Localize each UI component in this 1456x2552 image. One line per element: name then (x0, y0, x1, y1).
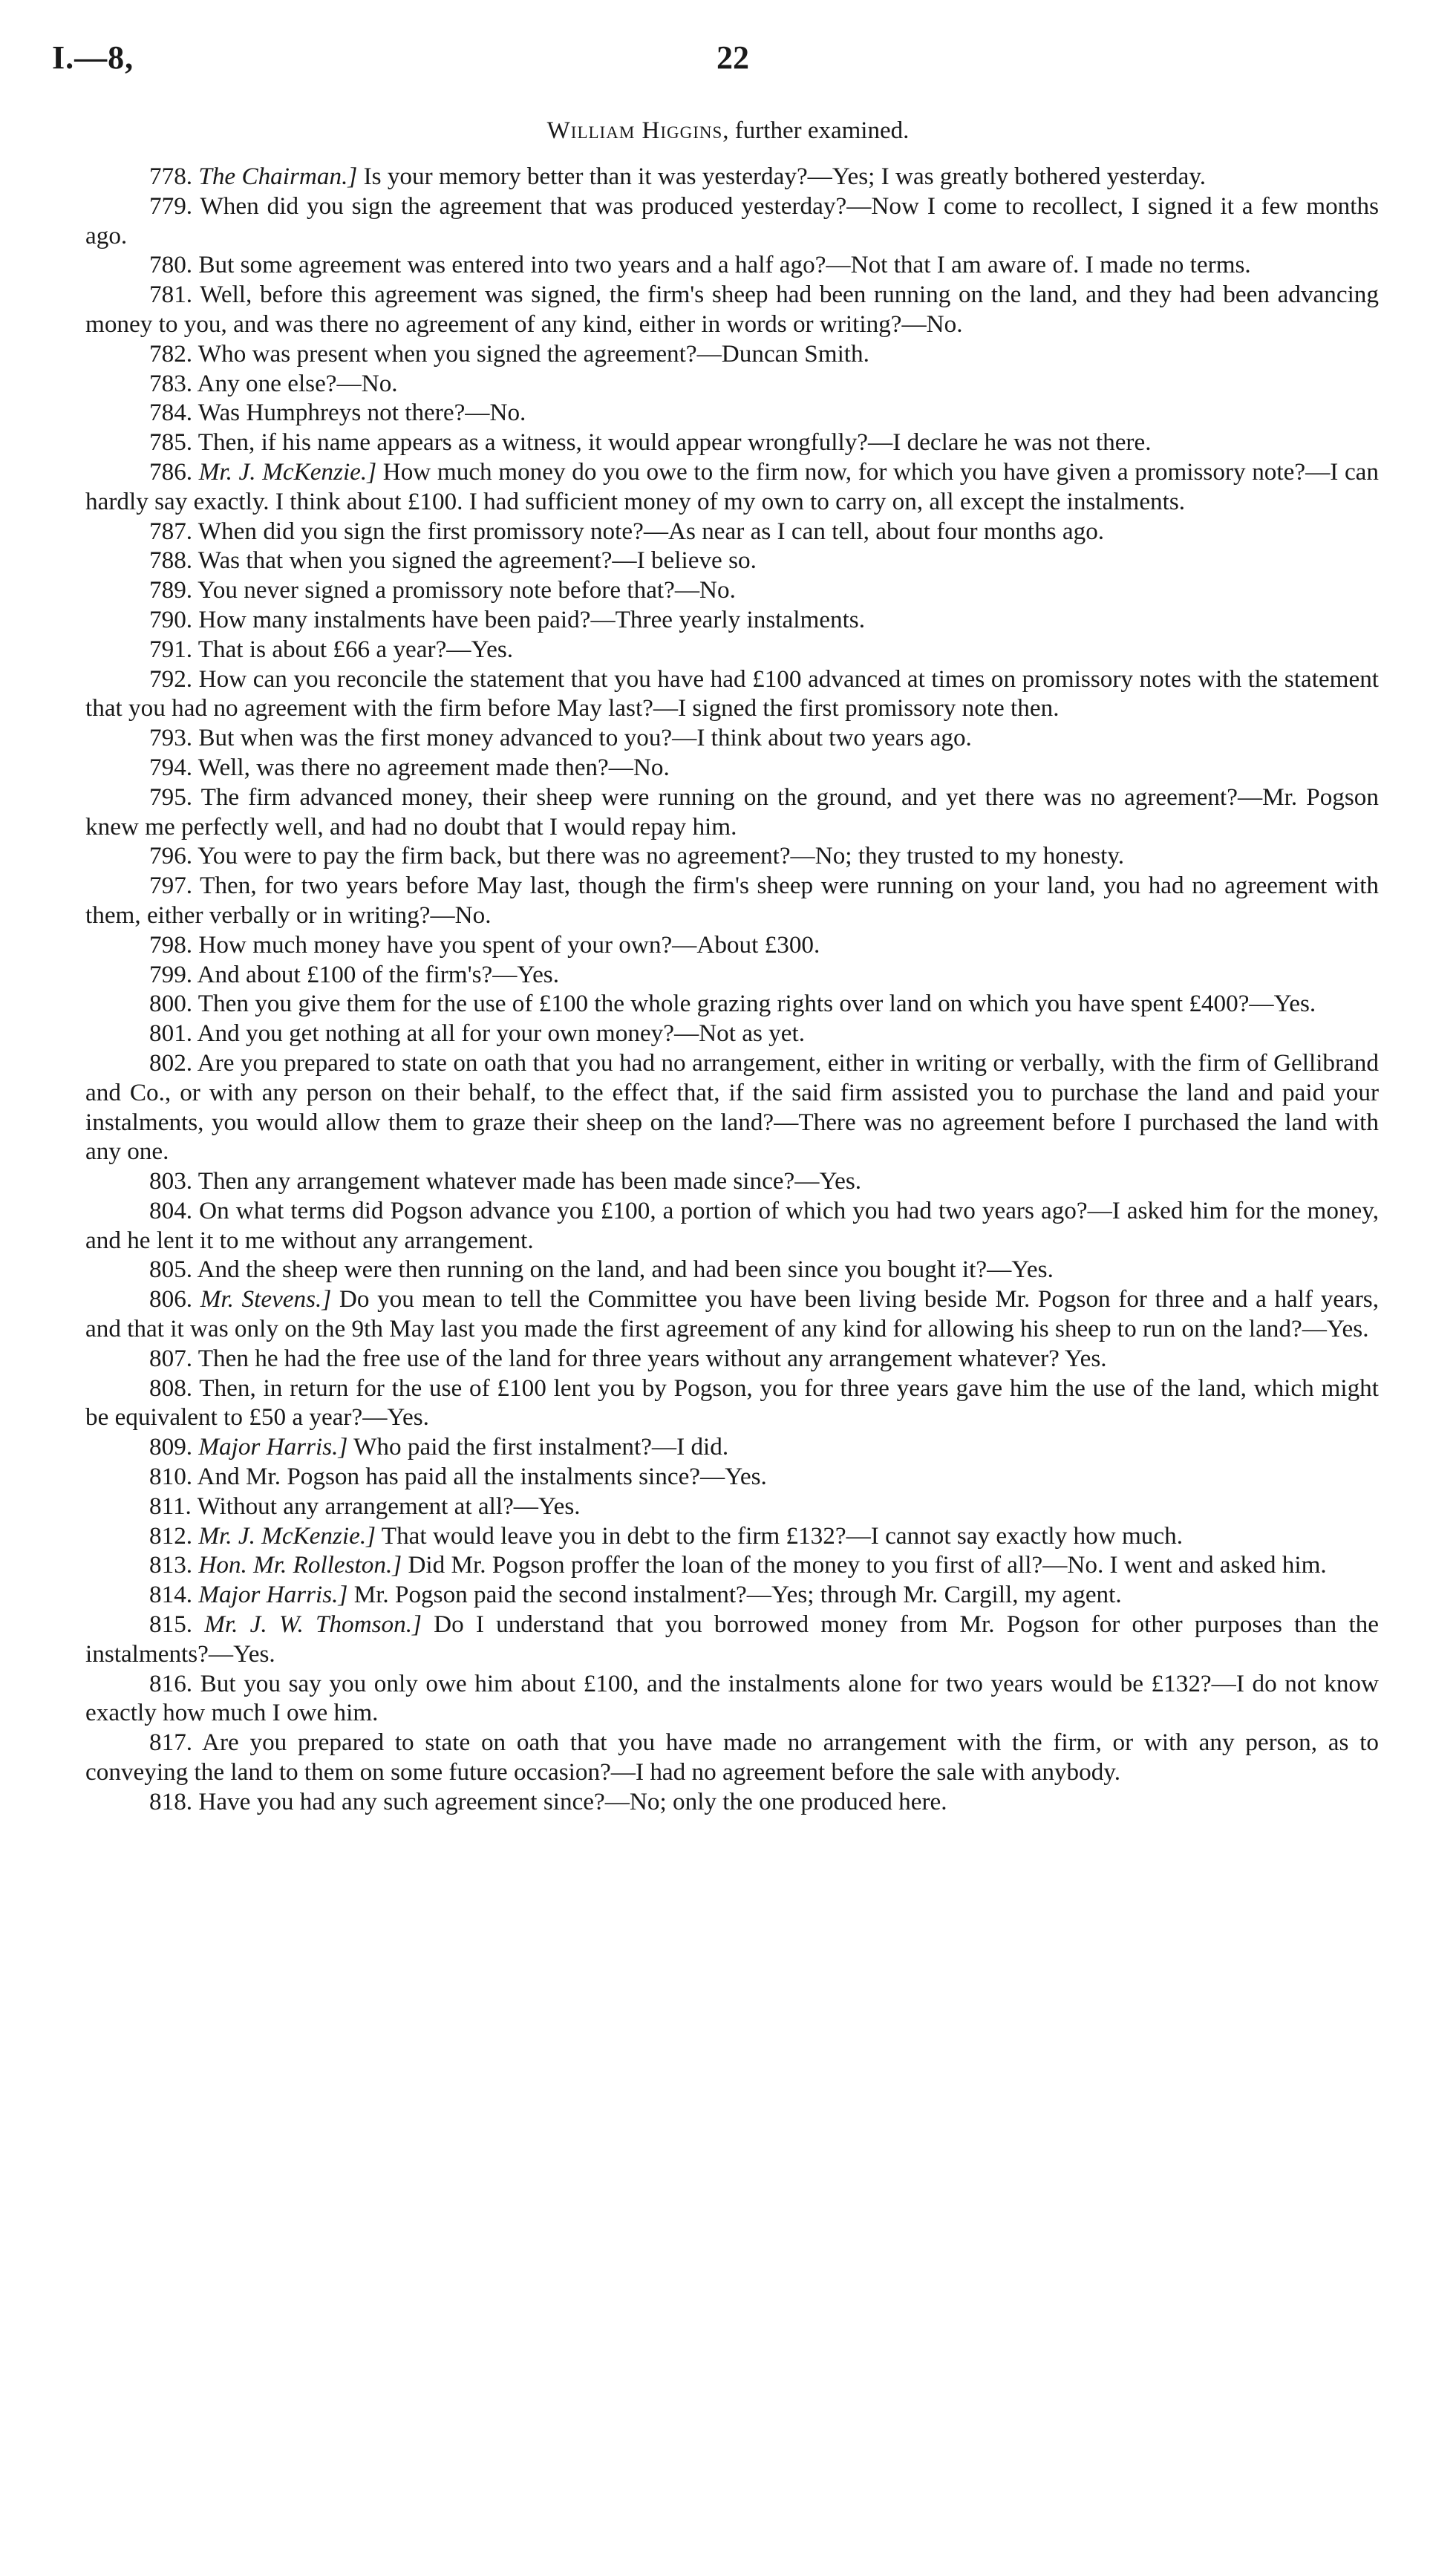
question-text: That would leave you in debt to the firm £132?—I cannot say exactly how much. (376, 1521, 1184, 1550)
question-paragraph (85, 723, 1379, 753)
question-paragraph (85, 192, 1379, 251)
question-paragraph (85, 1462, 1379, 1492)
question-number: 795. (149, 783, 193, 811)
section-heading (0, 117, 1456, 145)
question-text: How much money do you owe to the firm now, for which you have given a promissory note?—I can hardly say exactly. I think about £100. I had sufficient money of my own to carry on, all except the instalments. (85, 457, 1379, 515)
section-heading-rest: , further examined. (722, 117, 910, 144)
question-paragraph (85, 1550, 1379, 1580)
question-text: But you say you only owe him about £100, and the instalments alone for two years would be £132?—I do not know exactly how much I owe him. (85, 1669, 1379, 1727)
question-text: Well, before this agreement was signed, the firm's sheep had been running on the land, and they had been advancing money to you, and was there no agreement of any kind, either in words or writing?—No. (85, 281, 1379, 338)
question-number: 784. (149, 399, 193, 427)
question-paragraph (85, 369, 1379, 399)
question-text: Do I understand that you borrowed money from Mr. Pogson for other purposes than the instalments?—Yes. (85, 1610, 1379, 1668)
question-paragraph (85, 575, 1379, 605)
question-number: 791. (149, 635, 193, 663)
question-paragraph (85, 457, 1379, 517)
question-paragraph (85, 1432, 1379, 1462)
question-number: 782. (149, 339, 193, 368)
question-paragraph (85, 162, 1379, 192)
question-paragraph (85, 841, 1379, 871)
question-number: 807. (149, 1344, 193, 1372)
question-text: When did you sign the agreement that was produced yesterday?—Now I come to recollect, I signed it a few months ago. (85, 192, 1379, 249)
question-text: Are you prepared to state on oath that you had no arrangement, either in writing or verbally, with the firm of Gellibrand and Co., or with any person on their behalf, to the effect that, if the said firm assisted you to purchase the land and paid your instalments, you would allow them to graze their sheep on the land?—There was no agreement before I purchased the land with any one. (85, 1048, 1379, 1166)
question-paragraph (85, 1728, 1379, 1787)
question-number: 792. (149, 665, 193, 693)
question-text: Then he had the free use of the land for three years without any arrangement whatever? Yes. (197, 1344, 1107, 1372)
question-paragraph (85, 1374, 1379, 1433)
speaker-name: Mr. Stevens.] (200, 1285, 332, 1313)
question-number: 798. (149, 930, 193, 959)
question-number: 811. (149, 1492, 192, 1520)
question-text: But when was the first money advanced to you?—I think about two years ago. (198, 724, 972, 752)
question-text: On what terms did Pogson advance you £100, a portion of which you had two years ago?—I asked him for the money, and he lent it to me without any arrangement. (85, 1196, 1379, 1254)
question-paragraph (85, 871, 1379, 930)
question-number: 806. (149, 1285, 193, 1313)
question-paragraph (85, 1048, 1379, 1166)
speaker-name: The Chairman.] (198, 163, 358, 190)
question-number: 803. (149, 1167, 193, 1195)
question-text: How can you reconcile the statement that you have had £100 advanced at times on promissory notes with the statement that you had no agreement with the firm before May last?—I signed the first promissory note then. (85, 665, 1380, 722)
question-number: 804. (149, 1196, 193, 1224)
question-text: But some agreement was entered into two years and a half ago?—Not that I am aware of. I made no terms. (198, 251, 1251, 279)
question-number: 813. (149, 1551, 193, 1579)
question-number: 788. (149, 546, 193, 575)
question-number: 790. (149, 605, 193, 633)
question-paragraph (85, 753, 1379, 783)
question-number: 780. (149, 251, 193, 279)
question-paragraph (85, 1344, 1379, 1374)
speaker-name: Hon. Mr. Rolleston.] (198, 1551, 402, 1579)
question-text: Are you prepared to state on oath that you have made no arrangement with the firm, or with any person, as to conveying the land to them on some future occasion?—I had no agreement before the sale with anybody. (85, 1729, 1380, 1786)
testimony-body (85, 162, 1379, 1817)
question-number: 808. (149, 1374, 193, 1402)
speaker-name: Mr. J. W. Thomson.] (204, 1610, 422, 1639)
question-number: 789. (149, 576, 193, 604)
question-text: Then, for two years before May last, though the firm's sheep were running on your land, you had no agreement with them, either verbally or in writing?—No. (85, 872, 1380, 929)
question-paragraph (85, 665, 1379, 724)
question-text: Was Humphreys not there?—No. (197, 399, 526, 427)
question-number: 797. (149, 872, 193, 900)
speaker-name: Mr. J. McKenzie.] (198, 457, 377, 486)
question-text: And about £100 of the firm's?—Yes. (197, 960, 560, 988)
question-paragraph (85, 1285, 1379, 1344)
question-text: How many instalments have been paid?—Three yearly instalments. (198, 605, 866, 633)
question-text: How much money have you spent of your own?—About £300. (198, 930, 820, 959)
question-paragraph (85, 1196, 1379, 1256)
question-paragraph (85, 783, 1379, 842)
question-paragraph (85, 1610, 1379, 1669)
question-paragraph (85, 1787, 1379, 1817)
question-number: 786. (149, 457, 193, 486)
question-text: Is your memory better than it was yesterday?—Yes; I was greatly bothered yesterday. (357, 163, 1207, 190)
question-text: Then you give them for the use of £100 the whole grazing rights over land on which you have spent £400?—Yes. (197, 990, 1316, 1018)
document-reference: I.—8, (52, 39, 134, 76)
question-paragraph (85, 428, 1379, 457)
question-text: Mr. Pogson paid the second instalment?—Yes; through Mr. Cargill, my agent. (347, 1581, 1122, 1609)
question-text: And Mr. Pogson has paid all the instalments since?—Yes. (197, 1463, 767, 1491)
question-paragraph (85, 605, 1379, 635)
question-number: 812. (149, 1521, 193, 1550)
question-number: 778. (149, 163, 193, 190)
speaker-name: Major Harris.] (198, 1433, 348, 1461)
page-header (52, 39, 1388, 91)
question-paragraph (85, 1580, 1379, 1610)
question-text: Well, was there no agreement made then?—No. (197, 753, 670, 781)
question-paragraph (85, 1669, 1379, 1729)
question-number: 787. (149, 517, 193, 545)
question-text: Any one else?—No. (197, 369, 398, 397)
question-text: Did Mr. Pogson proffer the loan of the money to you first of all?—No. I went and asked him. (402, 1551, 1327, 1579)
question-text: And you get nothing at all for your own money?—Not as yet. (197, 1019, 806, 1048)
question-number: 801. (149, 1019, 193, 1048)
question-number: 816. (149, 1669, 193, 1697)
question-number: 800. (149, 990, 193, 1018)
page-number: 22 (716, 39, 749, 76)
question-text: That is about £66 a year?—Yes. (197, 635, 514, 663)
question-paragraph (85, 930, 1379, 960)
question-paragraph (85, 1166, 1379, 1196)
question-number: 796. (149, 842, 193, 870)
question-text: When did you sign the first promissory note?—As near as I can tell, about four months ago. (197, 517, 1105, 545)
question-text: Without any arrangement at all?—Yes. (197, 1492, 581, 1520)
question-text: Then, in return for the use of £100 lent you by Pogson, you for three years gave him the use of the land, which might be equivalent to £50 a year?—Yes. (85, 1374, 1379, 1432)
question-number: 810. (149, 1463, 193, 1491)
question-paragraph (85, 517, 1379, 546)
question-paragraph (85, 1521, 1379, 1551)
question-paragraph (85, 960, 1379, 990)
question-paragraph (85, 1492, 1379, 1521)
question-paragraph (85, 398, 1379, 428)
question-text: Was that when you signed the agreement?—I believe so. (197, 546, 757, 575)
question-text: Do you mean to tell the Committee you have been living beside Mr. Pogson for three and a half years, and that it was only on the 9th May last you made the first agreement of any kind for allowing his sheep to run on the land?—Yes. (85, 1285, 1380, 1343)
question-paragraph (85, 250, 1379, 280)
question-number: 785. (149, 428, 193, 457)
question-text: You were to pay the firm back, but there was no agreement?—No; they trusted to my honesty. (197, 842, 1125, 870)
question-number: 793. (149, 724, 193, 752)
question-number: 802. (149, 1048, 193, 1077)
question-text: Then any arrangement whatever made has been made since?—Yes. (197, 1167, 862, 1195)
question-number: 781. (149, 281, 193, 309)
witness-name: William Higgins (546, 117, 723, 144)
question-paragraph (85, 546, 1379, 575)
question-text: You never signed a promissory note before that?—No. (197, 576, 736, 604)
question-text: And the sheep were then running on the land, and had been since you bought it?—Yes. (197, 1256, 1054, 1284)
question-number: 814. (149, 1581, 193, 1609)
question-number: 818. (149, 1787, 193, 1815)
question-text: Who paid the first instalment?—I did. (347, 1433, 729, 1461)
question-number: 805. (149, 1256, 193, 1284)
question-number: 799. (149, 960, 193, 988)
speaker-name: Major Harris.] (198, 1581, 348, 1609)
question-paragraph (85, 280, 1379, 339)
question-text: Have you had any such agreement since?—No; only the one produced here. (198, 1787, 947, 1815)
question-number: 815. (149, 1610, 193, 1639)
question-text: Then, if his name appears as a witness, it would appear wrongfully?—I declare he was not there. (197, 428, 1152, 457)
question-paragraph (85, 635, 1379, 665)
question-paragraph (85, 1255, 1379, 1285)
question-number: 809. (149, 1433, 193, 1461)
question-paragraph (85, 1019, 1379, 1048)
question-text: Who was present when you signed the agreement?—Duncan Smith. (197, 339, 869, 368)
question-paragraph (85, 989, 1379, 1019)
question-number: 817. (149, 1729, 193, 1757)
question-number: 779. (149, 192, 193, 220)
question-number: 783. (149, 369, 193, 397)
question-number: 794. (149, 753, 193, 781)
question-paragraph (85, 339, 1379, 369)
question-text: The firm advanced money, their sheep were running on the ground, and yet there was no agreement?—Mr. Pogson knew me perfectly well, and had no doubt that I would repay him. (85, 783, 1379, 841)
speaker-name: Mr. J. McKenzie.] (198, 1521, 376, 1550)
